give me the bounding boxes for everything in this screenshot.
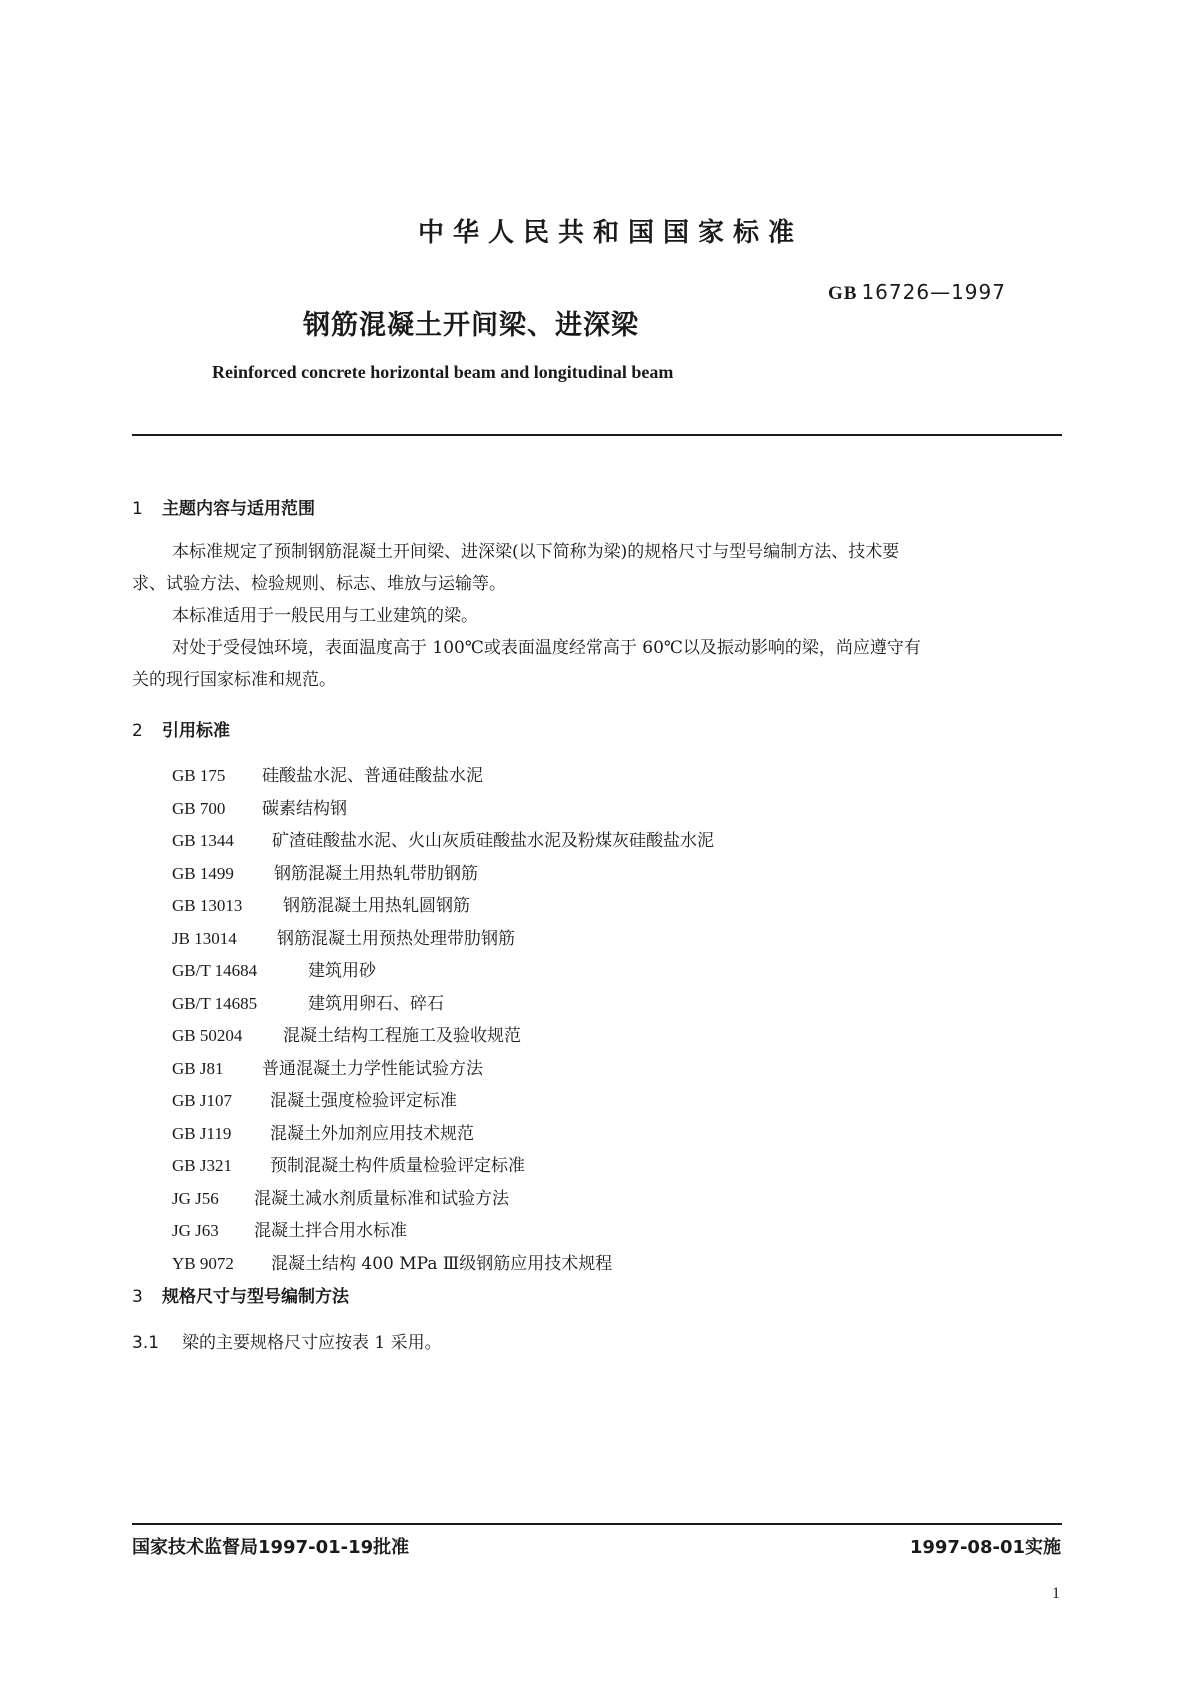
implementation-date: 1997-08-01实施 — [909, 1537, 1061, 1558]
reference-title: 普通混凝土力学性能试验方法 — [262, 1058, 483, 1079]
section-3-1-text: 梁的主要规格尺寸应按表 1 采用。 — [182, 1333, 442, 1353]
reference-code: GB 175 — [172, 766, 226, 785]
reference-item — [172, 1183, 714, 1216]
reference-item — [172, 955, 714, 988]
reference-title: 混凝土结构 400 MPa Ⅲ级钢筋应用技术规程 — [271, 1253, 613, 1274]
reference-code: GB/T 14685 — [172, 993, 258, 1013]
reference-title: 混凝土外加剂应用技术规范 — [270, 1123, 474, 1144]
section-3-title: 规格尺寸与型号编制方法 — [162, 1287, 349, 1307]
section-1-title: 主题内容与适用范围 — [162, 499, 315, 519]
standard-code-prefix: GB — [828, 283, 858, 304]
reference-title: 硅酸盐水泥、普通硅酸盐水泥 — [262, 766, 483, 786]
reference-item — [172, 1248, 714, 1281]
page-number: 1 — [1052, 1585, 1060, 1602]
document-title-cn: 钢筋混凝土开间梁、进深梁 — [303, 310, 639, 341]
reference-list — [172, 760, 714, 1280]
section-2-heading — [132, 716, 230, 741]
section-1-body — [132, 536, 1067, 696]
reference-code: GB J119 — [172, 1123, 232, 1143]
footer-divider — [132, 1523, 1062, 1525]
reference-item — [172, 1118, 714, 1151]
section-1-para-3-line-1: 对处于受侵蚀环境，表面温度高于 100℃或表面温度经常高于 60℃以及振动影响的梁，尚应遵守有 — [172, 638, 921, 658]
section-1-para-1-line-2: 求、试验方法、检验规则、标志、堆放与运输等。 — [132, 574, 506, 594]
reference-code: GB J321 — [172, 1156, 232, 1175]
reference-code: GB 700 — [172, 798, 226, 818]
section-1-para-1-line-1: 本标准规定了预制钢筋混凝土开间梁、进深梁(以下简称为梁)的规格尺寸与型号编制方法、技术要 — [172, 542, 900, 562]
reference-item — [172, 1085, 714, 1118]
reference-code: GB 1344 — [172, 831, 234, 850]
standard-code-number: 16726—1997 — [861, 280, 1006, 304]
reference-item — [172, 793, 714, 826]
section-2-title: 引用标准 — [162, 721, 230, 741]
reference-title: 混凝土强度检验评定标准 — [270, 1091, 457, 1111]
standard-code — [828, 280, 1006, 305]
reference-title: 钢筋混凝土用热轧圆钢筋 — [283, 896, 470, 916]
reference-item — [172, 1150, 714, 1183]
reference-item — [172, 988, 714, 1021]
section-1-para-3-line-2: 关的现行国家标准和规范。 — [132, 670, 336, 690]
reference-title: 混凝土拌合用水标准 — [254, 1221, 407, 1241]
section-3-1 — [132, 1328, 442, 1353]
section-1-number: 1 — [132, 499, 143, 519]
reference-code: JB 13014 — [172, 928, 237, 948]
reference-title: 建筑用砂 — [308, 961, 376, 981]
section-3-number: 3 — [132, 1287, 143, 1307]
section-3-1-number: 3.1 — [132, 1333, 160, 1353]
reference-title: 钢筋混凝土用热轧带肋钢筋 — [274, 863, 478, 884]
header-divider — [132, 434, 1062, 436]
reference-title: 矿渣硅酸盐水泥、火山灰质硅酸盐水泥及粉煤灰硅酸盐水泥 — [272, 831, 714, 851]
section-2-number: 2 — [132, 721, 143, 741]
reference-item — [172, 890, 714, 923]
reference-item — [172, 923, 714, 956]
reference-title: 混凝土减水剂质量标准和试验方法 — [254, 1188, 509, 1209]
reference-title: 建筑用卵石、碎石 — [308, 993, 444, 1014]
reference-title: 混凝土结构工程施工及验收规范 — [283, 1026, 521, 1046]
section-1-heading — [132, 494, 315, 519]
reference-code: GB J81 — [172, 1058, 224, 1078]
section-1-para-2: 本标准适用于一般民用与工业建筑的梁。 — [172, 606, 478, 626]
reference-item — [172, 1215, 714, 1248]
reference-code: GB J107 — [172, 1091, 232, 1110]
reference-item — [172, 1020, 714, 1053]
reference-code: GB/T 14684 — [172, 961, 258, 980]
reference-code: GB 50204 — [172, 1026, 243, 1045]
reference-item — [172, 760, 714, 793]
section-3-heading — [132, 1282, 349, 1307]
national-standard-title: 中华人民共和国国家标准 — [417, 218, 803, 248]
document-title-en: Reinforced concrete horizontal beam and longitudinal beam — [212, 362, 674, 382]
reference-item — [172, 825, 714, 858]
reference-code: GB 13013 — [172, 896, 243, 915]
reference-code: GB 1499 — [172, 863, 234, 883]
approval-date: 国家技术监督局1997-01-19批准 — [132, 1537, 410, 1558]
reference-item — [172, 858, 714, 891]
reference-title: 钢筋混凝土用预热处理带肋钢筋 — [277, 928, 515, 949]
reference-title: 碳素结构钢 — [262, 798, 347, 819]
reference-code: YB 9072 — [172, 1253, 234, 1273]
reference-code: JG J63 — [172, 1221, 219, 1240]
reference-title: 预制混凝土构件质量检验评定标准 — [270, 1156, 525, 1176]
reference-code: JG J56 — [172, 1188, 219, 1208]
reference-item — [172, 1053, 714, 1086]
